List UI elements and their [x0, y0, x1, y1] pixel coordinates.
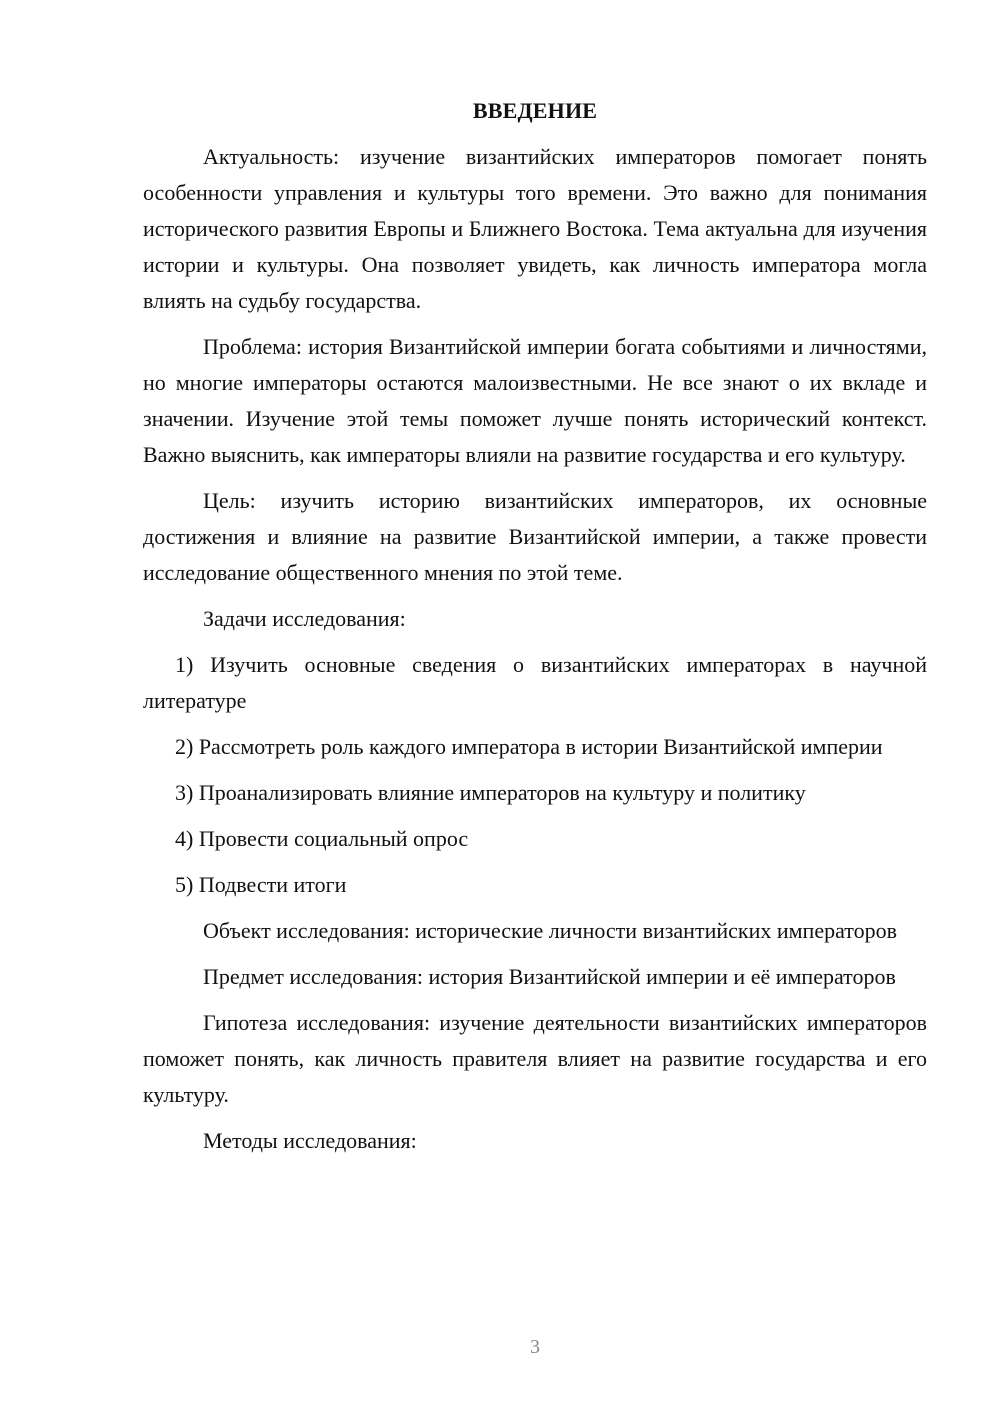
task-item-4: 4) Провести социальный опрос — [175, 826, 469, 851]
methods-heading: Методы исследования: — [203, 1128, 417, 1153]
page-title: ВВЕДЕНИЕ — [472, 98, 598, 123]
task-item-3: 3) Проанализировать влияние императоров на культуру и политику — [175, 780, 806, 805]
problem-paragraph: Проблема: история Византийской империи богата событиями и личностями, но многие императоры остаются малоизвестными. Не все знают о их вкладе и значении. Изучение этой темы поможет лучше понять исторический контекст. Важно выяснить, как императоры влияли на развитие государства и его культуру. — [143, 334, 927, 467]
object-paragraph: Объект исследования: исторические личности византийских императоров — [203, 918, 897, 943]
task-item-1: 1) Изучить основные сведения о византийских императорах в научной литературе — [143, 652, 927, 713]
task-item-5: 5) Подвести итоги — [175, 872, 347, 897]
hypothesis-paragraph: Гипотеза исследования: изучение деятельности византийских императоров поможет понять, как личность правителя влияет на развитие государства и его культуру. — [143, 1010, 927, 1107]
subject-paragraph: Предмет исследования: история Византийской империи и её императоров — [203, 964, 896, 989]
page-number: 3 — [530, 1336, 540, 1358]
actuality-paragraph: Актуальность: изучение византийских императоров помогает понять особенности управления и культуры того времени. Это важно для понимания исторического развития Европы и Ближнего Востока. Тема актуальна для изучения истории и культуры. Она позволяет увидеть, как личность императора могла влиять на судьбу государства. — [143, 144, 927, 313]
task-item-2: 2) Рассмотреть роль каждого императора в истории Византийской империи — [175, 734, 883, 759]
goal-paragraph: Цель: изучить историю византийских императоров, их основные достижения и влияние на развитие Византийской империи, а также провести исследование общественного мнения по этой теме. — [143, 488, 927, 585]
page-content — [143, 93, 927, 1169]
tasks-heading: Задачи исследования: — [203, 606, 406, 631]
